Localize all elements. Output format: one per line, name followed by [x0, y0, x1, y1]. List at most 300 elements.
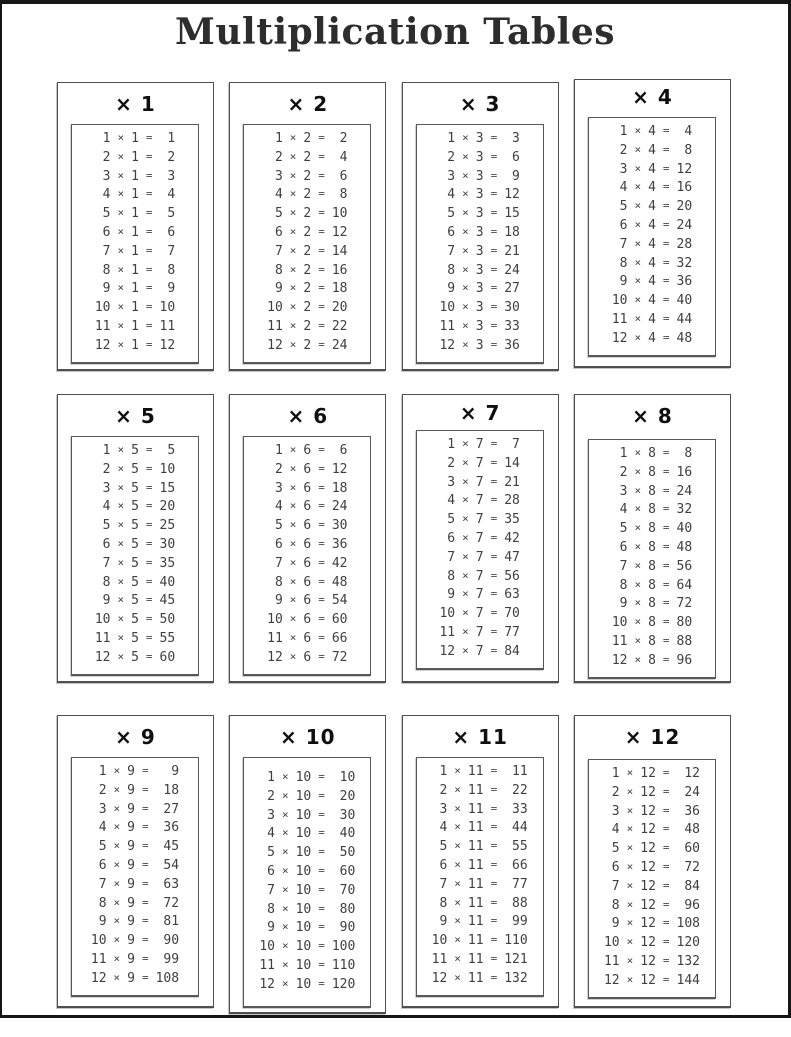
- multiplier: 12: [640, 859, 656, 875]
- multiplier: 8: [648, 502, 656, 518]
- times-sign-icon: ×: [634, 464, 642, 478]
- multiplier: 4: [648, 142, 656, 158]
- equals-sign-icon: =: [145, 518, 153, 532]
- multiplier: 10: [295, 976, 312, 992]
- product: 48: [331, 574, 348, 590]
- equals-sign-icon: =: [490, 318, 498, 332]
- multiplication-row: [72, 130, 198, 149]
- equals-sign-icon: =: [662, 483, 670, 497]
- times-sign-icon: ×: [113, 914, 121, 928]
- multiplication-row: [72, 630, 198, 649]
- table-rows-box: [416, 430, 544, 670]
- table-heading: × 8: [632, 404, 673, 428]
- product: 24: [676, 483, 693, 499]
- equals-sign-icon: =: [662, 596, 670, 610]
- product: 40: [339, 826, 356, 842]
- equals-sign-icon: =: [662, 577, 670, 591]
- equals-sign-icon: =: [662, 293, 670, 307]
- product: 22: [331, 318, 348, 334]
- multiplication-row: [589, 595, 715, 614]
- times-sign-icon: ×: [462, 568, 469, 582]
- equals-sign-icon: =: [145, 187, 153, 201]
- multiplier: 10: [295, 845, 312, 861]
- times-sign-icon: ×: [626, 822, 634, 836]
- equals-sign-icon: =: [318, 826, 325, 840]
- multiplication-row: [72, 442, 198, 461]
- times-sign-icon: ×: [289, 480, 297, 494]
- multiplicand: 3: [274, 168, 283, 184]
- equals-sign-icon: =: [318, 318, 325, 332]
- product: 11: [159, 318, 176, 334]
- multiplicand: 5: [102, 206, 111, 222]
- times-sign-icon: ×: [634, 236, 642, 250]
- product: 44: [676, 311, 693, 327]
- product: 32: [676, 502, 693, 518]
- equals-sign-icon: =: [141, 839, 149, 853]
- times-sign-icon: ×: [289, 131, 297, 144]
- multiplication-row: [589, 878, 715, 897]
- multiplier: 2: [303, 224, 312, 240]
- multiplication-row: [244, 205, 370, 224]
- product: 66: [331, 630, 348, 646]
- product: 36: [676, 274, 693, 290]
- product: 96: [684, 897, 700, 913]
- product: 132: [504, 970, 528, 986]
- equals-sign-icon: =: [318, 461, 325, 475]
- multiplicand: 2: [439, 782, 448, 798]
- times-sign-icon: ×: [117, 461, 125, 475]
- equals-sign-icon: =: [318, 957, 325, 971]
- multiplication-row: [589, 445, 715, 464]
- multiplicand: 12: [603, 972, 620, 988]
- equals-sign-icon: =: [662, 766, 670, 779]
- multiplication-row: [417, 895, 543, 914]
- product: 54: [331, 593, 348, 609]
- equals-sign-icon: =: [145, 318, 153, 332]
- table-rows-box: [71, 757, 199, 997]
- times-sign-icon: ×: [281, 863, 289, 877]
- times-sign-icon: ×: [117, 337, 125, 351]
- product: 6: [339, 168, 348, 184]
- multiplier: 10: [295, 901, 312, 917]
- multiplier: 1: [131, 281, 139, 297]
- times-sign-icon: ×: [117, 555, 125, 569]
- multiplicand: 1: [447, 437, 456, 452]
- multiplier: 1: [131, 262, 139, 278]
- equals-sign-icon: =: [318, 555, 325, 569]
- multiplicand: 10: [267, 612, 283, 628]
- multiplier: 5: [131, 480, 139, 496]
- times-sign-icon: ×: [462, 300, 469, 314]
- multiplication-row: [417, 951, 543, 970]
- times-sign-icon: ×: [634, 446, 642, 459]
- times-sign-icon: ×: [626, 878, 634, 892]
- multiplicand: 12: [267, 337, 283, 353]
- equals-sign-icon: =: [662, 953, 670, 967]
- multiplier: 4: [648, 180, 656, 196]
- multiplication-row: [589, 539, 715, 558]
- multiplication-row: [589, 273, 715, 292]
- multiplicand: 8: [274, 574, 283, 590]
- multiplication-table-card: [57, 394, 214, 683]
- table-heading: × 3: [459, 92, 501, 116]
- multiplier: 8: [648, 558, 656, 574]
- product: 72: [163, 895, 180, 911]
- equals-sign-icon: =: [318, 882, 325, 896]
- product: 33: [504, 318, 520, 334]
- times-sign-icon: ×: [281, 920, 289, 934]
- multiplicand: 3: [98, 801, 107, 817]
- product: 66: [512, 857, 528, 873]
- multiplier: 7: [475, 474, 484, 490]
- multiplicand: 9: [619, 274, 628, 290]
- times-sign-icon: ×: [462, 206, 469, 220]
- equals-sign-icon: =: [318, 480, 325, 494]
- multiplicand: 3: [447, 168, 456, 184]
- multiplication-row: [244, 649, 370, 668]
- equals-sign-icon: =: [318, 499, 325, 513]
- multiplier: 11: [467, 782, 484, 798]
- multiplier: 2: [303, 243, 312, 259]
- times-sign-icon: ×: [634, 293, 642, 307]
- multiplicand: 6: [98, 857, 107, 873]
- multiplier: 12: [640, 784, 656, 800]
- product: 144: [676, 972, 700, 988]
- product: 48: [676, 330, 693, 346]
- multiplier: 2: [303, 300, 312, 316]
- equals-sign-icon: =: [490, 243, 498, 257]
- equals-sign-icon: =: [141, 820, 149, 834]
- equals-sign-icon: =: [145, 149, 153, 163]
- table-heading: × 11: [452, 725, 508, 749]
- times-sign-icon: ×: [626, 803, 634, 817]
- product: 30: [339, 807, 356, 823]
- multiplication-row: [417, 530, 543, 549]
- multiplication-row: [72, 611, 198, 630]
- multiplicand: 12: [267, 649, 283, 665]
- times-sign-icon: ×: [634, 483, 642, 497]
- multiplicand: 5: [447, 512, 456, 528]
- multiplier: 8: [648, 596, 656, 612]
- multiplication-row: [589, 161, 715, 180]
- table-heading: × 4: [632, 85, 673, 109]
- multiplier: 7: [475, 587, 484, 603]
- multiplicand: 5: [274, 518, 283, 534]
- multiplicand: 9: [102, 281, 111, 297]
- multiplication-row: [417, 262, 543, 281]
- multiplication-row: [417, 168, 543, 187]
- multiplication-row: [72, 299, 198, 318]
- table-rows-box: [243, 757, 371, 1008]
- multiplication-row: [417, 149, 543, 168]
- multiplier: 7: [475, 643, 484, 659]
- equals-sign-icon: =: [490, 337, 498, 351]
- multiplier: 4: [648, 293, 656, 309]
- product: 60: [159, 649, 176, 665]
- times-sign-icon: ×: [454, 820, 461, 834]
- equals-sign-icon: =: [490, 606, 498, 620]
- multiplicand: 6: [102, 536, 111, 552]
- multiplicand: 5: [439, 839, 448, 855]
- times-sign-icon: ×: [462, 168, 469, 182]
- product: 16: [676, 464, 693, 480]
- times-sign-icon: ×: [634, 558, 642, 572]
- product: 30: [159, 536, 176, 552]
- product: 10: [339, 770, 356, 785]
- product: 4: [684, 124, 693, 139]
- equals-sign-icon: =: [662, 311, 670, 325]
- multiplier: 11: [467, 820, 484, 836]
- equals-sign-icon: =: [318, 939, 325, 953]
- multiplier: 5: [131, 612, 139, 628]
- multiplication-row: [589, 330, 715, 349]
- equals-sign-icon: =: [145, 536, 153, 550]
- equals-sign-icon: =: [490, 643, 498, 657]
- equals-sign-icon: =: [490, 493, 498, 507]
- multiplicand: 2: [619, 142, 628, 158]
- product: 24: [331, 337, 348, 353]
- product: 9: [512, 168, 520, 184]
- multiplier: 4: [648, 161, 656, 177]
- multiplier: 6: [303, 536, 312, 552]
- multiplier: 2: [303, 168, 312, 184]
- times-sign-icon: ×: [462, 512, 469, 526]
- multiplication-row: [417, 857, 543, 876]
- product: 10: [331, 206, 348, 222]
- times-sign-icon: ×: [117, 574, 125, 588]
- multiplier: 1: [131, 243, 139, 259]
- multiplicand: 1: [619, 446, 628, 461]
- multiplication-row: [72, 555, 198, 574]
- multiplication-row: [417, 876, 543, 895]
- multiplicand: 11: [267, 318, 283, 334]
- multiplication-row: [72, 951, 198, 970]
- equals-sign-icon: =: [141, 782, 149, 796]
- product: 28: [676, 236, 693, 252]
- times-sign-icon: ×: [289, 443, 297, 456]
- product: 84: [504, 643, 520, 659]
- multiplicand: 2: [274, 461, 283, 477]
- equals-sign-icon: =: [141, 801, 149, 815]
- times-sign-icon: ×: [289, 461, 297, 475]
- multiplier: 8: [648, 539, 656, 555]
- equals-sign-icon: =: [318, 187, 325, 201]
- page-title: Multiplication Tables: [175, 11, 615, 53]
- multiplier: 12: [640, 766, 656, 781]
- table-heading: × 10: [280, 725, 336, 749]
- times-sign-icon: ×: [117, 480, 125, 494]
- times-sign-icon: ×: [462, 549, 469, 563]
- product: 100: [331, 939, 356, 955]
- times-sign-icon: ×: [117, 206, 125, 220]
- product: 12: [331, 461, 348, 477]
- multiplicand: 5: [102, 518, 111, 534]
- multiplier: 6: [303, 612, 312, 628]
- product: 8: [167, 262, 176, 278]
- multiplication-table-card: [574, 79, 731, 368]
- times-sign-icon: ×: [454, 801, 461, 815]
- equals-sign-icon: =: [490, 970, 498, 984]
- multiplication-row: [244, 318, 370, 337]
- multiplicand: 2: [447, 455, 456, 471]
- multiplication-row: [417, 801, 543, 820]
- multiplicand: 11: [611, 633, 628, 649]
- product: 35: [159, 555, 176, 571]
- product: 35: [504, 512, 520, 528]
- multiplier: 7: [475, 512, 484, 528]
- equals-sign-icon: =: [490, 801, 498, 815]
- table-heading: × 5: [115, 404, 156, 428]
- product: 10: [159, 300, 176, 316]
- multiplicand: 10: [439, 300, 456, 316]
- product: 60: [684, 841, 700, 857]
- multiplication-row: [244, 461, 370, 480]
- product: 33: [512, 801, 528, 817]
- multiplication-row: [72, 168, 198, 187]
- multiplication-row: [72, 819, 198, 838]
- times-sign-icon: ×: [113, 933, 121, 947]
- equals-sign-icon: =: [318, 845, 325, 859]
- multiplicand: 8: [611, 897, 620, 913]
- multiplier: 12: [640, 803, 656, 819]
- times-sign-icon: ×: [281, 788, 289, 802]
- times-sign-icon: ×: [462, 149, 469, 163]
- equals-sign-icon: =: [490, 587, 498, 601]
- multiplicand: 9: [447, 281, 456, 297]
- equals-sign-icon: =: [141, 914, 149, 928]
- multiplicand: 8: [274, 262, 283, 278]
- multiplier: 10: [295, 920, 312, 936]
- equals-sign-icon: =: [318, 206, 325, 220]
- multiplier: 5: [131, 630, 139, 646]
- multiplication-row: [244, 224, 370, 243]
- equals-sign-icon: =: [490, 530, 498, 544]
- equals-sign-icon: =: [490, 262, 498, 276]
- equals-sign-icon: =: [318, 863, 325, 877]
- equals-sign-icon: =: [318, 168, 325, 182]
- multiplicand: 10: [431, 933, 448, 949]
- multiplier: 1: [131, 206, 139, 222]
- multiplicand: 1: [274, 443, 283, 458]
- product: 20: [676, 199, 693, 215]
- times-sign-icon: ×: [634, 199, 642, 213]
- multiplicand: 5: [98, 839, 107, 855]
- times-sign-icon: ×: [634, 161, 642, 175]
- multiplicand: 12: [439, 643, 456, 659]
- times-sign-icon: ×: [462, 187, 469, 201]
- equals-sign-icon: =: [662, 180, 670, 194]
- multiplicand: 3: [611, 803, 620, 819]
- multiplication-row: [72, 857, 198, 876]
- times-sign-icon: ×: [113, 782, 121, 796]
- multiplicand: 11: [439, 624, 456, 640]
- equals-sign-icon: =: [145, 168, 153, 182]
- multiplier: 8: [648, 633, 656, 649]
- multiplication-row: [417, 932, 543, 951]
- times-sign-icon: ×: [289, 612, 297, 626]
- table-heading: × 2: [287, 92, 329, 116]
- multiplicand: 12: [431, 970, 448, 986]
- multiplier: 8: [648, 483, 656, 499]
- times-sign-icon: ×: [634, 615, 642, 629]
- product: 32: [676, 255, 693, 271]
- multiplicand: 6: [447, 224, 456, 240]
- multiplicand: 8: [447, 568, 456, 584]
- multiplication-row: [417, 782, 543, 801]
- multiplication-table-card: [57, 82, 214, 371]
- times-sign-icon: ×: [454, 839, 461, 853]
- equals-sign-icon: =: [662, 652, 670, 666]
- times-sign-icon: ×: [462, 337, 469, 351]
- multiplicand: 7: [274, 555, 283, 571]
- multiplicand: 11: [431, 951, 448, 967]
- product: 60: [331, 612, 348, 628]
- product: 56: [676, 558, 693, 574]
- tables-grid: [57, 82, 731, 1037]
- multiplication-row: [72, 280, 198, 299]
- multiplier: 4: [648, 255, 656, 271]
- multiplicand: 9: [619, 596, 628, 612]
- multiplier: 1: [131, 168, 139, 184]
- times-sign-icon: ×: [626, 953, 634, 967]
- times-sign-icon: ×: [634, 274, 642, 288]
- times-sign-icon: ×: [117, 318, 125, 332]
- equals-sign-icon: =: [145, 443, 153, 456]
- multiplier: 11: [467, 895, 484, 911]
- multiplication-row: [589, 179, 715, 198]
- multiplication-row: [244, 863, 370, 882]
- multiplier: 9: [127, 839, 135, 855]
- multiplication-row: [244, 788, 370, 807]
- product: 5: [167, 443, 176, 458]
- product: 81: [163, 914, 180, 930]
- multiplication-row: [417, 224, 543, 243]
- multiplication-row: [72, 461, 198, 480]
- times-sign-icon: ×: [289, 206, 297, 220]
- multiplier: 11: [467, 970, 484, 986]
- multiplier: 10: [295, 807, 312, 823]
- multiplier: 4: [648, 274, 656, 290]
- equals-sign-icon: =: [141, 876, 149, 890]
- times-sign-icon: ×: [113, 876, 121, 890]
- product: 18: [331, 281, 348, 297]
- times-sign-icon: ×: [117, 187, 125, 201]
- times-sign-icon: ×: [117, 443, 125, 456]
- multiplicand: 5: [447, 206, 456, 222]
- multiplier: 12: [640, 822, 656, 838]
- equals-sign-icon: =: [662, 217, 670, 231]
- product: 47: [504, 549, 520, 565]
- product: 110: [331, 957, 356, 973]
- equals-sign-icon: =: [318, 443, 325, 456]
- times-sign-icon: ×: [462, 624, 469, 638]
- multiplier: 1: [131, 187, 139, 203]
- multiplicand: 6: [619, 539, 628, 555]
- product: 21: [504, 474, 520, 490]
- product: 72: [331, 649, 348, 665]
- multiplication-row: [72, 763, 198, 782]
- multiplication-row: [589, 558, 715, 577]
- equals-sign-icon: =: [662, 615, 670, 629]
- multiplicand: 12: [611, 652, 628, 668]
- multiplication-row: [72, 895, 198, 914]
- equals-sign-icon: =: [145, 337, 153, 351]
- multiplier: 9: [127, 895, 135, 911]
- multiplier: 8: [648, 446, 656, 461]
- multiplication-row: [589, 236, 715, 255]
- multiplicand: 8: [619, 577, 628, 593]
- multiplier: 3: [475, 206, 484, 222]
